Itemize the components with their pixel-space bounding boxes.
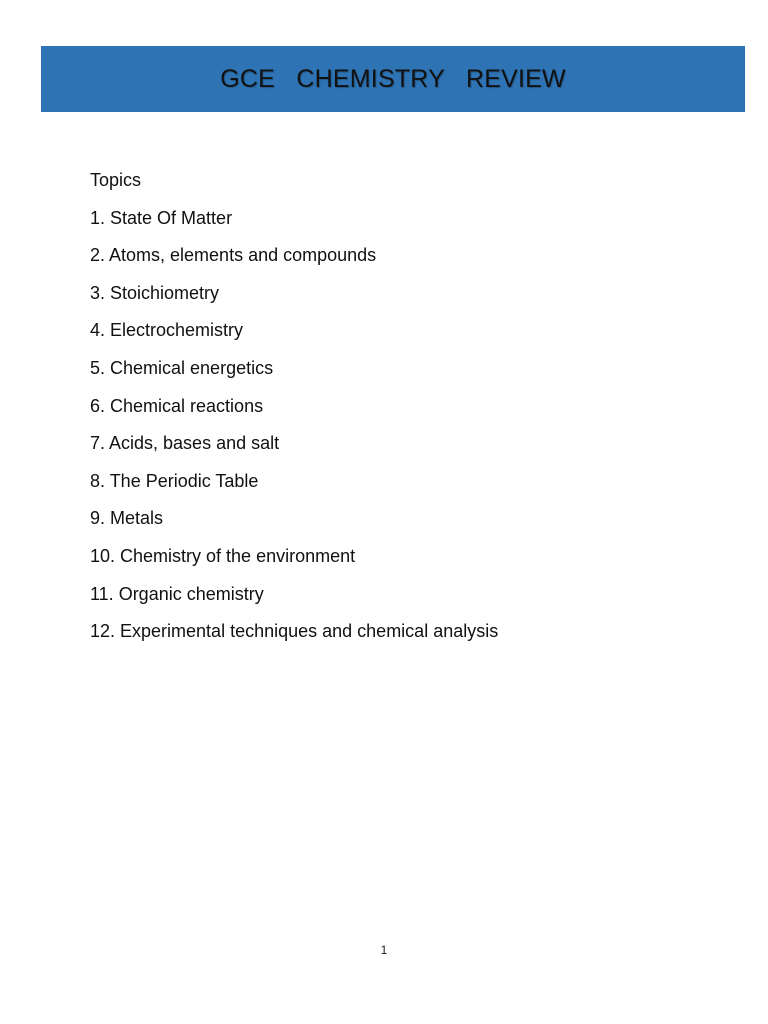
topic-item: 1. State Of Matter xyxy=(90,207,233,228)
topic-item: 5. Chemical energetics xyxy=(90,357,274,378)
topic-list xyxy=(90,206,710,644)
topic-item: 2. Atoms, elements and compounds xyxy=(90,245,377,266)
topic-item: 12. Experimental techniques and chemical analysis xyxy=(90,621,499,642)
topic-item: 4. Electrochemistry xyxy=(90,320,244,341)
topic-item: 7. Acids, bases and salt xyxy=(90,433,280,454)
page-title: GCE CHEMISTRY REVIEW xyxy=(220,64,566,93)
topic-item: 9. Metals xyxy=(90,508,164,529)
topic-item: 10. Chemistry of the environment xyxy=(90,545,356,566)
topic-item: 6. Chemical reactions xyxy=(90,395,264,416)
topics-section xyxy=(90,168,710,657)
topic-item: 8. The Periodic Table xyxy=(90,470,259,491)
title-banner xyxy=(41,46,745,112)
topic-item: 3. Stoichiometry xyxy=(90,282,220,303)
topics-heading: Topics xyxy=(90,170,142,190)
topic-item: 11. Organic chemistry xyxy=(90,583,264,604)
page-number: 1 xyxy=(380,943,388,957)
